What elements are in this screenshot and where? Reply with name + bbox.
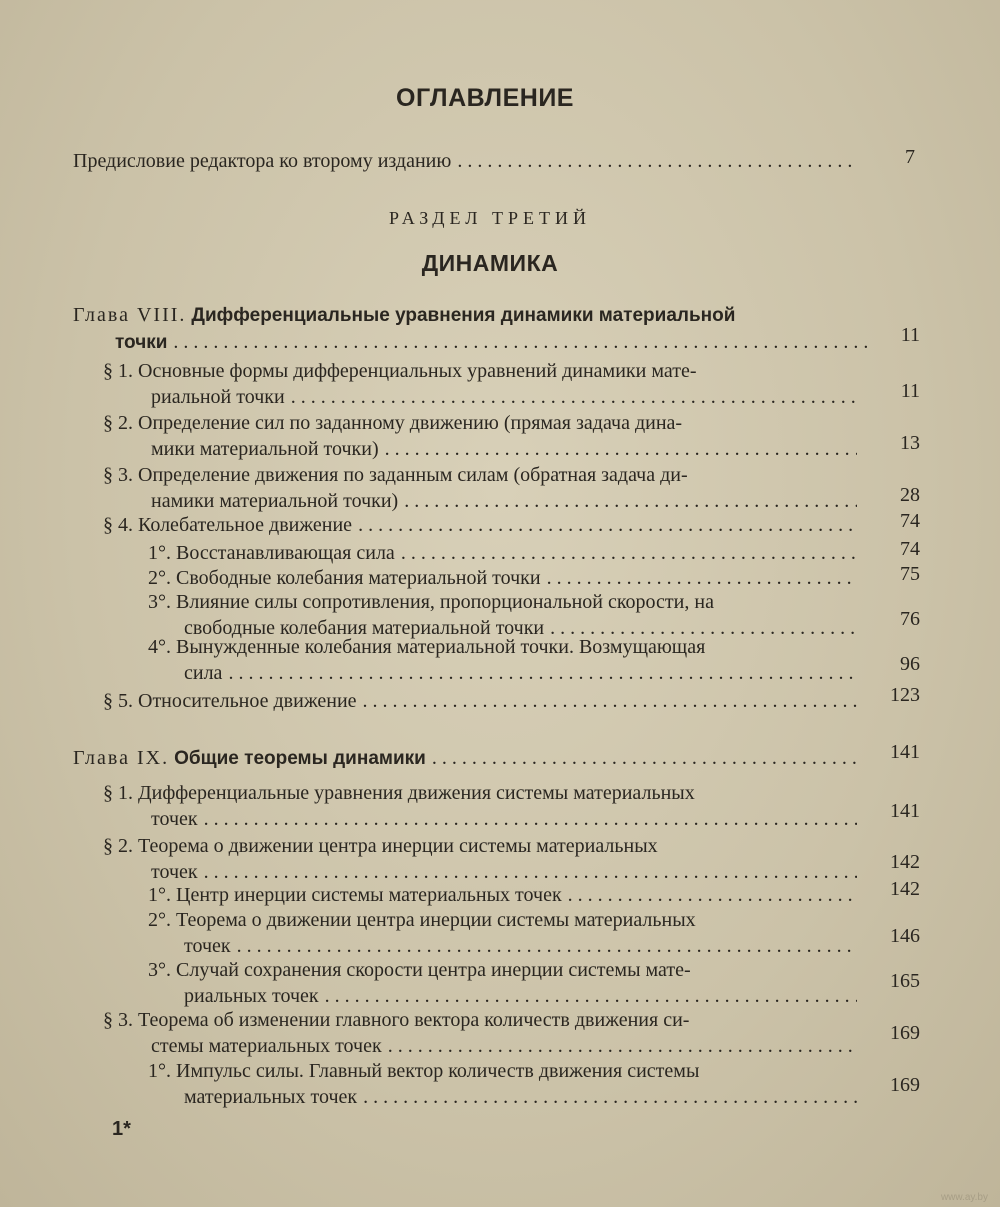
leader-dots [401,540,857,566]
entry-text: § 4. Колебательное движение [103,514,353,536]
chapter-title-line1: Дифференциальные уравнения динамики материальной [191,305,736,326]
toc-entry [103,512,863,538]
chapter-heading [73,745,863,772]
toc-entry-preface [73,148,863,174]
leader-dots [204,806,857,832]
entry-text: 1°. Восстанавливающая сила [148,542,395,564]
toc-entry [148,957,863,1009]
chapter-title-line2: точки [115,332,168,353]
section-title: ДИНАМИКА [421,250,559,276]
leader-dots [237,933,857,959]
toc-entry [103,688,863,714]
entry-page: 75 [900,563,920,585]
toc-entry [148,882,863,908]
entry-text-line2: точек [184,935,231,957]
toc-entry [103,462,863,514]
page-title: ОГЛАВЛЕНИЕ [396,84,574,112]
toc-entry [103,780,863,832]
entry-page: 146 [890,925,920,947]
toc-entry [103,833,863,885]
entry-text-line2: точек [151,861,198,883]
leader-dots [363,1084,857,1110]
entry-page: 141 [890,800,920,822]
chapter-number: Глава IX. [73,747,170,769]
toc-entry [148,540,863,566]
leader-dots [432,745,857,771]
entry-text-line2: риальных точек [184,985,319,1007]
entry-text-line1: 4°. Вынужденные колебания материальной точки. Возмущающая [148,636,706,658]
toc-entry [148,1058,863,1110]
entry-text-line1: § 3. Теорема об изменении главного вектора количеств движения си- [103,1009,690,1031]
entry-page: 142 [890,851,920,873]
leader-dots [173,329,867,355]
entry-text-line2: материальных точек [184,1086,358,1108]
entry-text-line2: риальной точки [151,386,285,408]
toc-entry [148,634,863,686]
entry-page: 13 [900,432,920,454]
toc-entry [103,358,863,410]
entry-page: 7 [905,146,915,168]
entry-page: 11 [900,324,920,346]
entry-page: 165 [890,970,920,992]
entry-page: 141 [890,741,920,763]
section-label: РАЗДЕЛ ТРЕТИЙ [389,208,591,228]
toc-entry [103,410,863,462]
signature-mark: 1* [112,1118,131,1140]
entry-text-line1: § 2. Определение сил по заданному движению (прямая задача дина- [103,412,683,434]
leader-dots [547,565,857,591]
entry-text-line1: § 2. Теорема о движении центра инерции системы материальных [103,835,658,857]
entry-page: 76 [900,608,920,630]
entry-text-line1: § 1. Основные формы дифференциальных уравнений динамики мате- [103,360,697,382]
chapter-title: Общие теоремы динамики [174,748,426,769]
entry-text-line1: 2°. Теорема о движении центра инерции системы материальных [148,909,696,931]
entry-text-line1: 3°. Случай сохранения скорости центра инерции системы мате- [148,959,691,981]
entry-text-line1: § 1. Дифференциальные уравнения движения системы материальных [103,782,695,804]
leader-dots [228,660,857,686]
entry-text-line2: сила [184,662,223,684]
watermark: www.ay.by [940,1192,988,1203]
leader-dots [363,688,857,714]
entry-text-line1: 1°. Импульс силы. Главный вектор количеств движения системы [148,1060,700,1082]
entry-page: 142 [890,878,920,900]
leader-dots [291,384,857,410]
leader-dots [385,436,857,462]
entry-text-line1: § 3. Определение движения по заданным силам (обратная задача ди- [103,464,688,486]
toc-entry [103,1007,863,1059]
entry-text-line2: стемы материальных точек [151,1035,382,1057]
toc-entry [148,565,863,591]
chapter-number: Глава VIII. [73,304,187,326]
entry-page: 169 [890,1074,920,1096]
entry-text-line2: мики материальной точки) [151,438,379,460]
entry-page: 169 [890,1022,920,1044]
entry-text: 2°. Свободные колебания материальной точки [148,567,541,589]
entry-text: § 5. Относительное движение [103,690,357,712]
leader-dots [388,1033,857,1059]
leader-dots [457,148,857,174]
entry-page: 74 [900,538,920,560]
entry-page: 28 [900,484,920,506]
entry-text: Предисловие редактора ко второму изданию [73,150,452,172]
leader-dots [358,512,857,538]
entry-text-line1: 3°. Влияние силы сопротивления, пропорциональной скорости, на [148,591,714,613]
entry-page: 74 [900,510,920,532]
entry-page: 123 [890,684,920,706]
entry-page: 11 [900,380,920,402]
leader-dots [325,983,857,1009]
leader-dots [568,882,857,908]
entry-text-line2: точек [151,808,198,830]
toc-entry [148,907,863,959]
entry-page: 96 [900,653,920,675]
entry-text: 1°. Центр инерции системы материальных точек [148,884,562,906]
entry-text-line2: свободные колебания материальной точки [184,617,545,639]
chapter-heading [73,302,873,356]
leader-dots [404,488,857,514]
entry-text-line2: намики материальной точки) [151,490,399,512]
